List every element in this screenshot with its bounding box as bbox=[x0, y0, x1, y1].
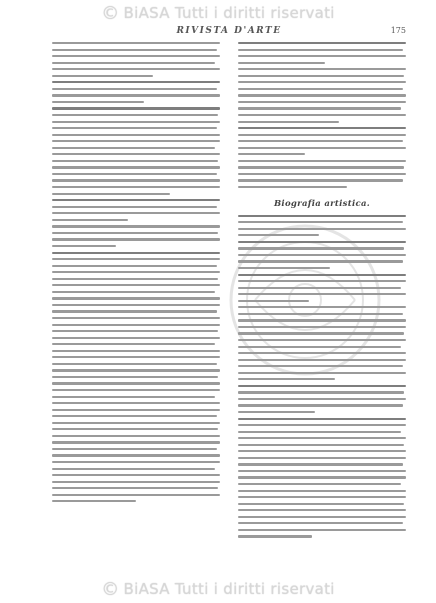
running-header bbox=[52, 26, 406, 38]
document-page bbox=[52, 26, 406, 556]
running-head-title: RIVISTA D'ARTE bbox=[176, 26, 282, 36]
watermark-bottom-text: BiASA Tutti i diritti riservati bbox=[123, 580, 335, 598]
page-number: 175 bbox=[390, 26, 406, 35]
left-column-text bbox=[52, 42, 220, 502]
section-heading: Biografia artistica. bbox=[273, 198, 371, 209]
watermark-top-text: BiASA Tutti i diritti riservati bbox=[123, 4, 335, 22]
right-column-text-upper bbox=[238, 42, 406, 188]
copyright-icon: © bbox=[101, 578, 120, 600]
right-column bbox=[238, 42, 406, 552]
right-column-text-lower bbox=[238, 215, 406, 538]
watermark-bottom bbox=[0, 578, 436, 600]
watermark-top bbox=[0, 2, 436, 24]
left-column bbox=[52, 42, 220, 552]
copyright-icon: © bbox=[101, 2, 120, 24]
